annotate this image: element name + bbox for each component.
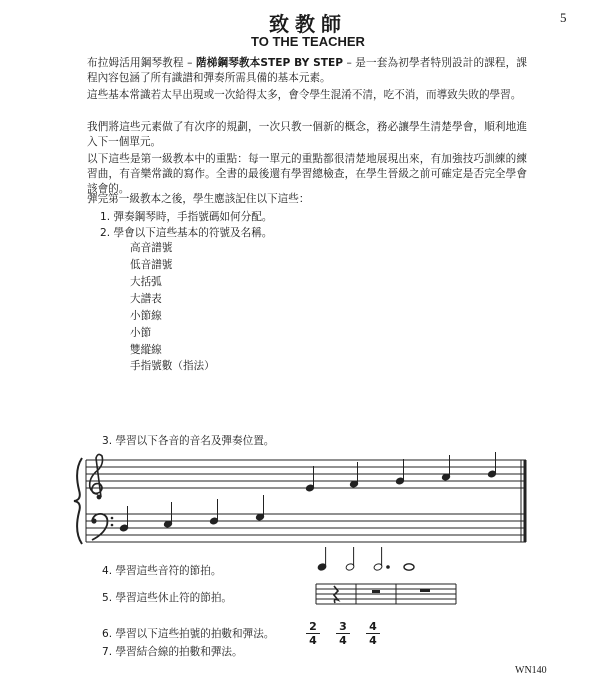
- list-item-3: 3. 學習以下各音的音名及彈奏位置。: [102, 435, 275, 447]
- page-subtitle: TO THE TEACHER: [251, 34, 365, 49]
- page-title: 致教師: [269, 12, 347, 36]
- time-signature: [366, 620, 380, 647]
- page-number: 5: [560, 10, 567, 25]
- brace-symbol: [74, 458, 82, 544]
- bass-clef-icon: [91, 514, 113, 540]
- time-sig-top: 3: [336, 620, 350, 634]
- symbol-name: 手指號數（指法）: [130, 360, 215, 372]
- intro-text-pre: 布拉姆活用鋼琴教程 –: [87, 57, 196, 69]
- symbol-name: 小節: [130, 327, 152, 339]
- list-item-4: 4. 學習這些音符的節拍。: [102, 565, 222, 577]
- symbol-name: 高音譜號: [130, 242, 173, 254]
- intro-text-post: – 是一套為初學者特別設計的課程，課程內容包涵了所有識譜和彈奏所需具備的基本元素。: [87, 57, 528, 84]
- symbol-name: 大譜表: [130, 293, 162, 305]
- symbol-name: 小節線: [130, 310, 162, 322]
- rest-staff: [316, 584, 456, 604]
- time-sig-bottom: 4: [369, 634, 377, 647]
- symbol-name: 大括弧: [130, 276, 162, 288]
- time-signature: [336, 620, 350, 647]
- time-signature: [306, 620, 320, 647]
- paragraph-5: 彈完第一級教本之後，學生應該記住以下這些：: [87, 193, 310, 205]
- list-item-1: 1. 彈奏鋼琴時，手指號碼如何分配。: [100, 211, 273, 223]
- paragraph-4: 以下這些是第一級教本中的重點：每一單元的重點都很清楚地展現出來，有加強技巧訓練的練習曲，有音樂常識的寫作。全書的最後還有學習總檢查，在學生晉級之前可確定是否完全學會該會的。: [87, 153, 527, 195]
- list-item-5: 5. 學習這些休止符的節拍。: [102, 592, 233, 604]
- list-item-2: 2. 學會以下這些基本的符號及名稱。: [100, 227, 273, 239]
- book-title: 階梯鋼琴教本STEP BY STEP: [195, 57, 343, 69]
- time-sig-bottom: 4: [339, 634, 347, 647]
- list-item-7: 7. 學習結合線的拍數和彈法。: [102, 646, 243, 658]
- time-sig-top: 4: [366, 620, 380, 634]
- time-sig-bottom: 4: [309, 634, 317, 647]
- treble-clef-icon: [90, 454, 103, 498]
- paragraph-2: 這些基本常識若太早出現或一次給得太多，會令學生混淆不清，吃不消，而導致失敗的學習。: [87, 89, 522, 101]
- time-sig-top: 2: [306, 620, 320, 634]
- symbol-name: 低音譜號: [130, 259, 173, 271]
- note-values: [317, 547, 414, 571]
- paragraph-3: 我們將這些元素做了有次序的規劃，一次只教一個新的概念，務必讓學生清楚學會，順利地進入下一個單元。: [87, 121, 527, 148]
- symbol-name: 雙縱線: [130, 344, 162, 356]
- catalog-code: WN140: [515, 665, 547, 676]
- list-item-6: 6. 學習以下這些拍號的拍數和彈法。: [102, 628, 275, 640]
